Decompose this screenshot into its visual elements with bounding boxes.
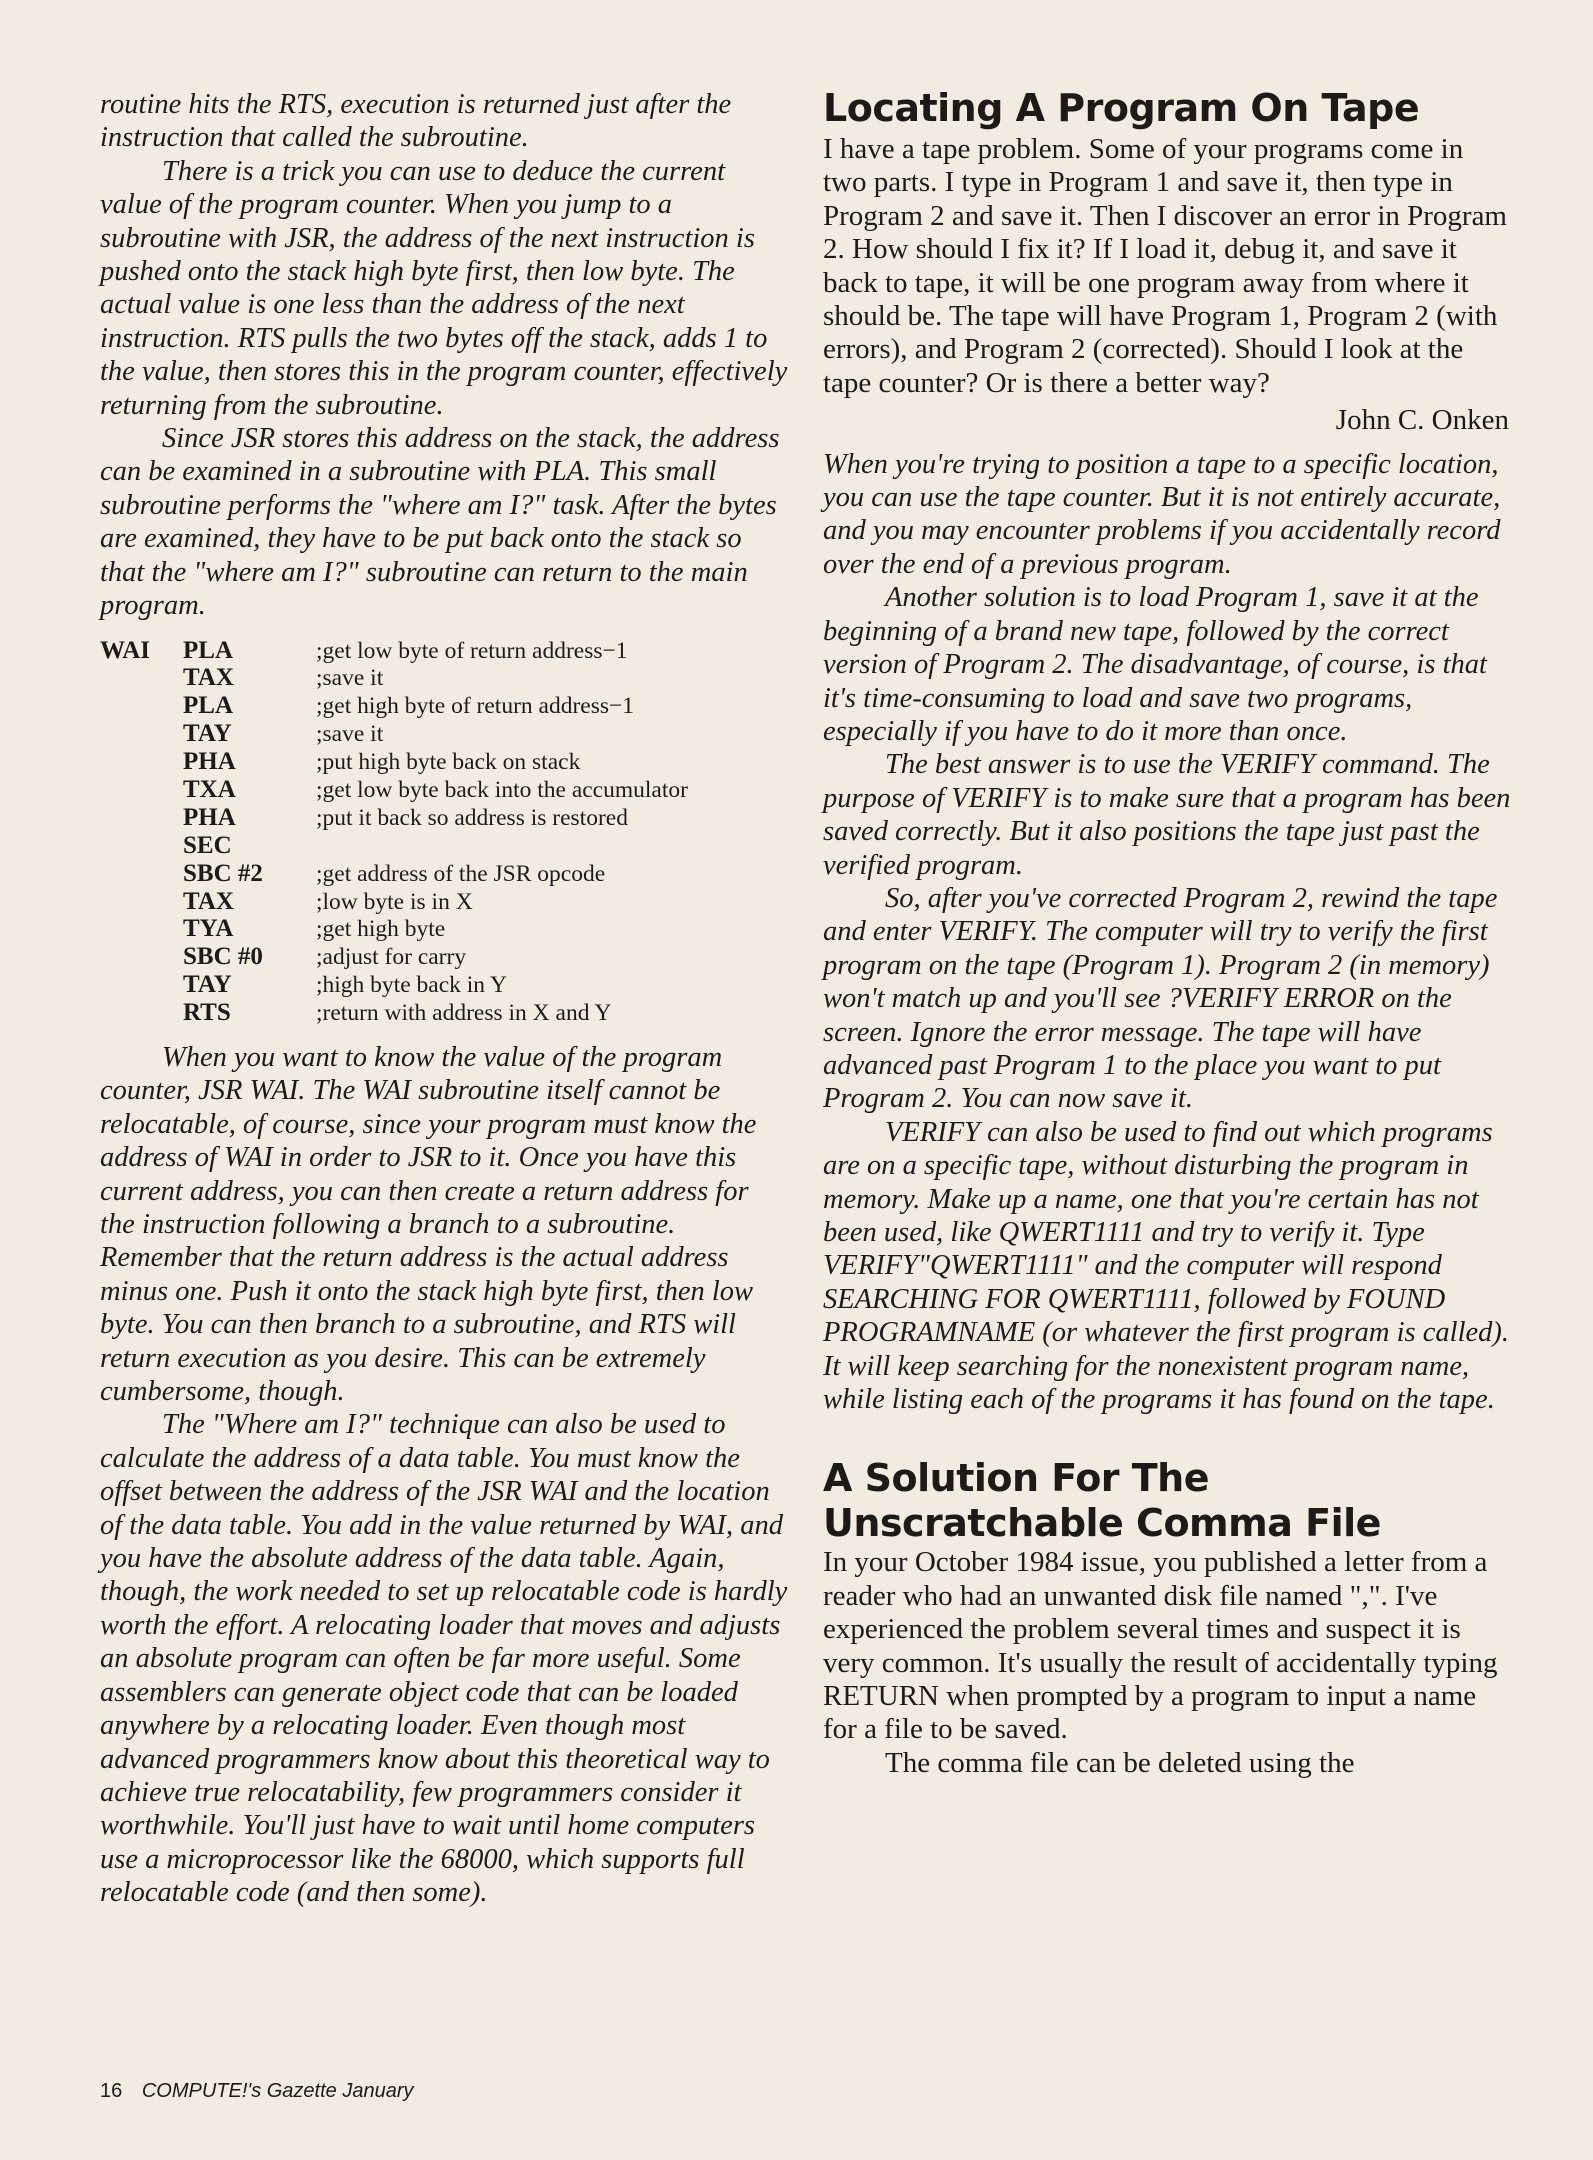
letter-tape-problem: I have a tape problem. Some of your programs come in two parts. I type in Program 1 and save it, then type in Program 2 and save it. Then I discover an error in Program 2. How should I fix it? If I load it, debug it, and save it back to tape, it will be one program away from where it should be. The tape will have Program 1, Program 2 (with errors), and Program 2 (corrected). Should I look at the tape counter? Or is there a better way?: [823, 133, 1507, 399]
answer-verify-command: The best answer is to use the VERIFY command. The purpose of VERIFY is to make sure that a program has been saved correctly. But it also positions the tape just past the verified program.: [823, 749, 1511, 881]
code-line: [100, 664, 790, 692]
page-footer: [100, 2080, 414, 2103]
code-opcode: TAX: [183, 664, 234, 692]
code-line: [100, 776, 790, 804]
code-opcode: PLA: [183, 636, 233, 664]
code-comment: ;high byte back in Y: [316, 972, 508, 999]
heading-comma-line2: Unscratchable Comma File: [823, 1501, 1381, 1546]
code-comment: ;put high byte back on stack: [316, 749, 581, 776]
right-column: [823, 88, 1513, 1780]
letter-comma-file-cont: The comma file can be deleted using the: [885, 1746, 1355, 1779]
issue-month: January: [342, 2080, 414, 2102]
code-comment: ;get address of the JSR opcode: [316, 860, 606, 887]
code-line: [100, 999, 790, 1027]
code-opcode: TAX: [183, 887, 234, 915]
code-opcode: PLA: [183, 692, 233, 720]
code-comment: ;low byte is in X: [316, 888, 473, 915]
code-line: [100, 860, 790, 888]
code-line: [100, 748, 790, 776]
answer-tape-counter: When you're trying to position a tape to a specific location, you can use the tape counter. But it is not entirely accurate, and you may encounter problems if you accidentally record over the end of a previous program.: [823, 448, 1501, 580]
code-opcode: SEC: [183, 831, 232, 859]
code-comment: ;get low byte back into the accumulator: [316, 776, 688, 803]
code-opcode: RTS: [183, 999, 231, 1027]
code-comment: ;get high byte: [316, 916, 446, 943]
code-opcode: PHA: [183, 748, 236, 776]
code-line: [100, 971, 790, 999]
code-opcode: SBC #0: [183, 943, 263, 971]
code-opcode: SBC #2: [183, 859, 263, 887]
left-column: [100, 88, 790, 1910]
page-number: 16: [100, 2080, 123, 2102]
code-comment: ;adjust for carry: [316, 944, 467, 971]
code-label: WAI: [100, 636, 151, 664]
code-line: [100, 888, 790, 916]
letter-comma-file: In your October 1984 issue, you published a letter from a reader who had an unwanted disk file named ",". I've experienced the problem several times and suspect it is very common. It's usually the result of accidentally typing RETURN when prompted by a program to input a name for a file to be saved.: [823, 1546, 1498, 1746]
code-opcode: PHA: [183, 803, 236, 831]
code-opcode: TAY: [183, 971, 232, 999]
paragraph-program-counter: There is a trick you can use to deduce the current value of the program counter. When you jump to a subroutine with JSR, the address of the next instruction is pushed onto the stack high byte first, then low byte. The actual value is one less than the address of the next instruction. RTS pulls the two bytes off the stack, adds 1 to the value, then stores this in the program counter, effectively returning from the subroutine.: [100, 155, 788, 421]
letter-signature: John C. Onken: [1335, 404, 1509, 437]
heading-locating-program: Locating A Program On Tape: [823, 86, 1420, 130]
code-comment: ;save it: [316, 665, 384, 692]
code-line: [100, 915, 790, 943]
code-comment: ;get high byte of return address−1: [316, 693, 635, 720]
answer-verify-names: VERIFY can also be used to find out which programs are on a specific tape, without disturbing the program in memory. Make up a name, one that you're certain has not been used, like QWERT1111 and try to verify it. Type VERIFY"QWERT1111" and the computer will respond SEARCHING FOR QWERT1111, followed by FOUND PROGRAMNAME (or whatever the first program is called). It will keep searching for the nonexistent program name, while listing each of the programs it has found on the tape.: [823, 1116, 1510, 1416]
heading-comma-file: [823, 1456, 1513, 1546]
paragraph-continuation: routine hits the RTS, execution is returned just after the instruction that called the subroutine.: [100, 89, 732, 154]
code-comment: ;save it: [316, 721, 384, 748]
answer-another-solution: Another solution is to load Program 1, save it at the beginning of a brand new tape, followed by the correct version of Program 2. The disadvantage, of course, is that it's time-consuming to load and save two programs, especially if you have to do it more than once.: [823, 582, 1487, 747]
answer-rewind: So, after you've corrected Program 2, rewind the tape and enter VERIFY. The computer will try to verify the first program on the tape (Program 1). Program 2 (in memory) won't match up and you'll see ?VERIFY ERROR on the screen. Ignore the error message. The tape will have advanced past Program 1 to the place you want to put Program 2. You can now save it.: [823, 882, 1498, 1115]
code-listing: [100, 637, 790, 1027]
code-line: [100, 692, 790, 720]
code-line: [100, 804, 790, 832]
code-line: [100, 637, 790, 665]
paragraph-jsr-stack: Since JSR stores this address on the stack, the address can be examined in a subroutine with PLA. This small subroutine performs the "where am I?" task. After the bytes are examined, they have to be put back onto the stack so that the "where am I?" subroutine can return to the main program.: [100, 423, 780, 622]
paragraph-jsr-wai: When you want to know the value of the program counter, JSR WAI. The WAI subroutine itself cannot be relocatable, of course, since your program must know the address of WAI in order to JSR to it. Once you have this current address, you can then create a return address for the instruction following a branch to a subroutine. Remember that the return address is the actual address minus one. Push it onto the stack high byte first, then low byte. You can then branch to a subroutine, and RTS will return execution as you desire. This can be extremely cumbersome, though.: [100, 1041, 757, 1408]
code-comment: ;return with address in X and Y: [316, 1000, 612, 1027]
code-opcode: TXA: [183, 775, 236, 803]
code-opcode: TYA: [183, 915, 234, 943]
magazine-name: COMPUTE!'s Gazette: [141, 2080, 337, 2102]
code-opcode: TAY: [183, 720, 232, 748]
code-comment: ;put it back so address is restored: [316, 804, 628, 831]
heading-comma-line1: A Solution For The: [823, 1456, 1210, 1501]
code-line: [100, 943, 790, 971]
paragraph-data-table: The "Where am I?" technique can also be used to calculate the address of a data table. You must know the offset between the address of the JSR WAI and the location of the data table. You add in the value returned by WAI, and you have the absolute address of the data table. Again, though, the work needed to set up relocatable code is hardly worth the effort. A relocating loader that moves and adjusts an absolute program can often be far more useful. Some assemblers can generate object code that can be loaded anywhere by a relocating loader. Even though most advanced programmers know about this theoretical way to achieve true relocatability, few programmers consider it worthwhile. You'll just have to wait until home computers use a microprocessor like the 68000, which supports full relocatable code (and then some).: [100, 1409, 788, 1909]
code-comment: ;get low byte of return address−1: [316, 637, 628, 664]
code-line: [100, 832, 790, 860]
code-line: [100, 720, 790, 748]
